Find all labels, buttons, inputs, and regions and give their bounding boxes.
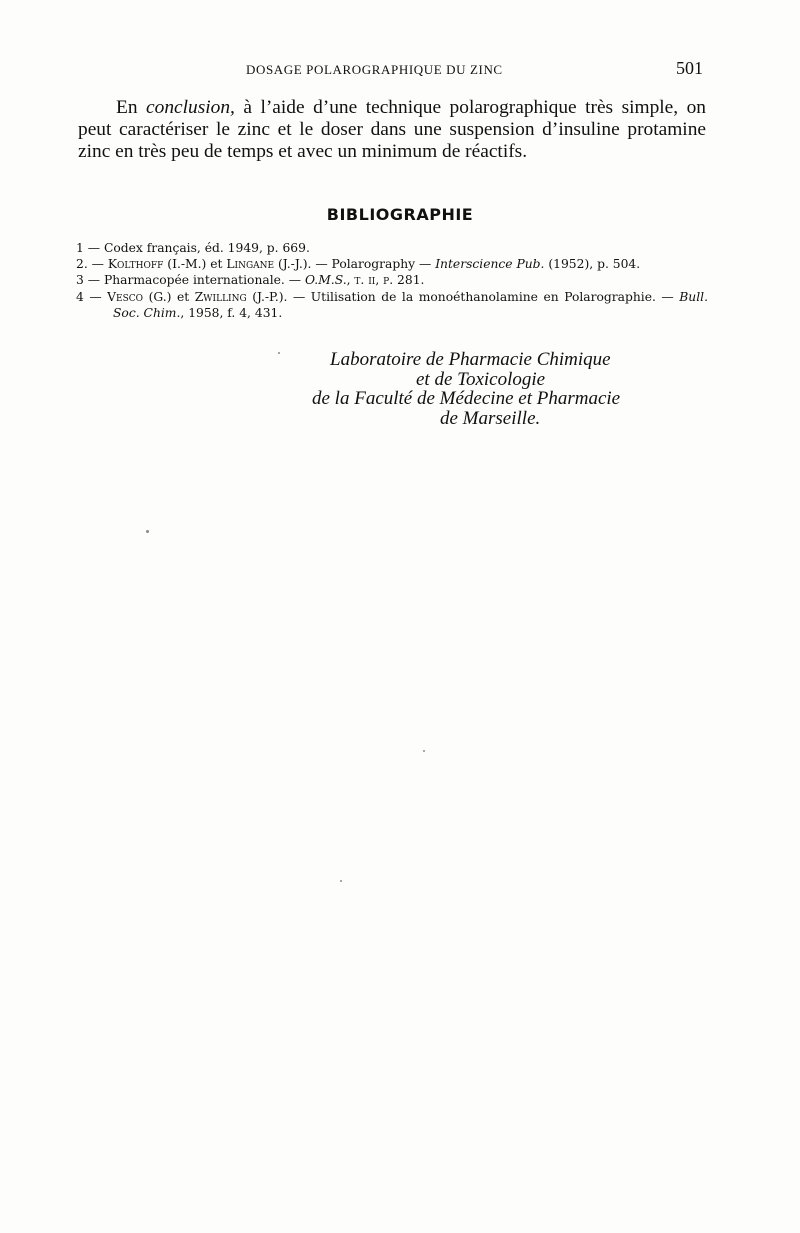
reference-text: Pharmacopée internationale. — <box>103 273 305 288</box>
running-head: DOSAGE POLAROGRAPHIQUE DU ZINC <box>246 62 503 77</box>
reference-text: Codex français, éd. 1949, p. 669. <box>103 241 310 255</box>
scan-speck <box>146 530 149 533</box>
conclusion-emphasis: conclusion, <box>146 97 235 118</box>
reference-number: 4 — <box>76 289 108 304</box>
reference-journal: Bull. Soc. Chim. <box>113 289 708 320</box>
reference-journal: O.M.S. <box>304 273 347 288</box>
reference-number: 2. — <box>76 257 108 272</box>
reference-item <box>76 289 708 321</box>
reference-journal: Interscience Pub. <box>435 257 545 272</box>
reference-text: (J.-P.). — Utilisation de la monoéthanolamine en Polarographie. — <box>246 289 680 304</box>
reference-author: Lingane <box>226 257 275 272</box>
reference-number: 3 — <box>76 273 104 288</box>
reference-text: (I.-M.) et <box>163 257 227 272</box>
conclusion-text: à l’aide d’une technique polarographique très simple, on peut caractériser le zinc et le doser dans une suspension d’insuline protamine zinc en très peu de temps et avec un minimum de réactifs. <box>78 97 706 162</box>
reference-text: (G.) et <box>143 289 195 304</box>
reference-text: (1952), p. 504. <box>544 257 641 272</box>
conclusion-lead: En <box>116 97 147 118</box>
reference-author: Vesco <box>107 289 144 304</box>
reference-list <box>76 240 708 321</box>
scan-speck <box>278 352 280 354</box>
reference-item <box>76 272 708 288</box>
reference-author: Kolthoff <box>107 257 164 272</box>
affiliation-line: de la Faculté de Médecine et Pharmacie <box>312 388 621 409</box>
reference-text: , t. ii, p. 281. <box>346 273 425 288</box>
reference-item <box>76 240 708 256</box>
reference-text: , 1958, f. 4, 431. <box>180 305 283 320</box>
reference-item <box>76 256 708 272</box>
affiliation-line: de Marseille. <box>440 407 541 429</box>
reference-text: (J.-J.). — Polarography — <box>274 257 436 272</box>
scan-speck <box>340 880 342 882</box>
affiliation-line: et de Toxicologie <box>416 368 546 390</box>
affiliation-block <box>260 350 760 428</box>
reference-number: 1 — <box>76 241 104 255</box>
scan-speck <box>423 750 425 752</box>
conclusion-paragraph <box>78 97 706 163</box>
reference-author: Zwilling <box>194 289 247 304</box>
bibliography-heading: BIBLIOGRAPHIE <box>326 205 474 224</box>
affiliation-line: Laboratoire de Pharmacie Chimique <box>330 349 611 370</box>
page-number: 501 <box>676 58 703 78</box>
